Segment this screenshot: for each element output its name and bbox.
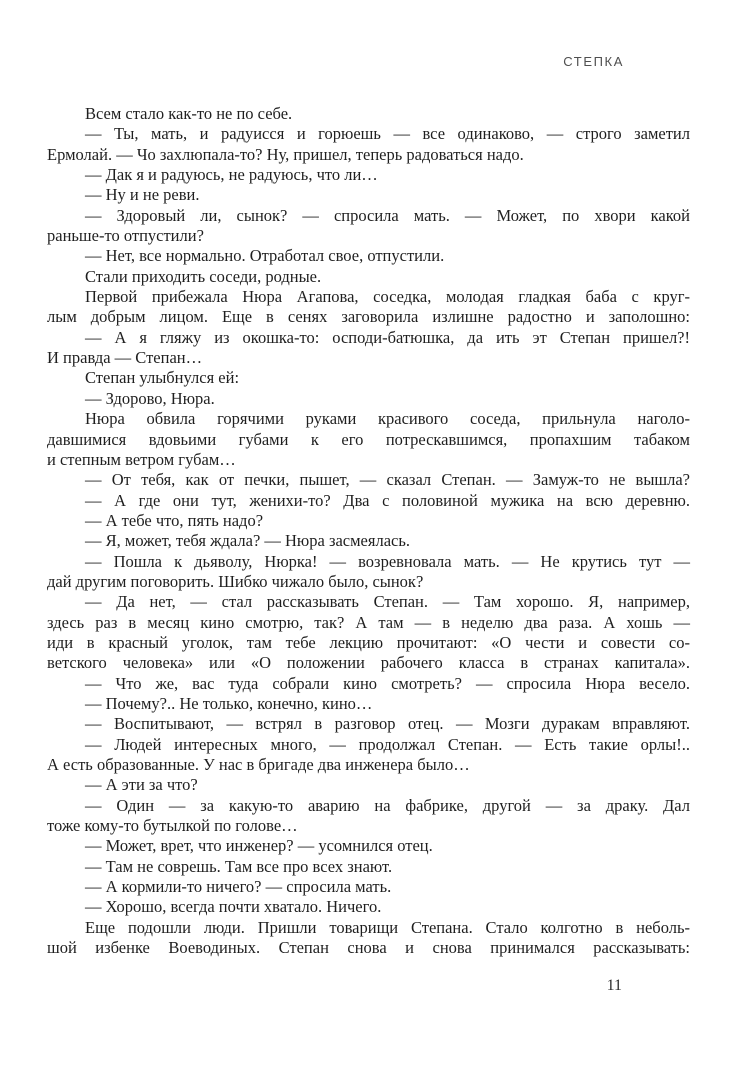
text-line: и степным ветром губам… <box>47 449 236 469</box>
text-line: — Дак я и радуюсь, не радуюсь, что ли… <box>85 165 378 185</box>
text-line: — Воспитывают, — встрял в разговор отец. — Мозги дуракам вправляют. <box>85 714 690 734</box>
text-line: — Да нет, — стал рассказывать Степан. — Там хорошо. Я, например, <box>85 592 690 612</box>
text-line: Стали приходить соседи, родные. <box>85 266 322 286</box>
text-line: лым добрым лицом. Еще в сенях заговорила излишне радостно и заполошно: <box>47 307 690 327</box>
text-line: дай другим поговорить. Шибко чижало было, сынок? <box>47 571 424 591</box>
text-line: раньше-то отпустили? <box>47 226 204 246</box>
text-line: — Здоровый ли, сынок? — спросила мать. — Может, по хвори какой <box>85 205 690 225</box>
text-line: — Почему?.. Не только, конечно, кино… <box>85 693 373 713</box>
text-line: тоже кому-то бутылкой по голове… <box>47 816 298 836</box>
running-header: СТЕПКА <box>563 54 624 69</box>
text-line: — А тебе что, пять надо? <box>85 510 264 530</box>
text-line: — Я, может, тебя ждала? — Нюра засмеялась. <box>85 531 411 551</box>
text-line: Ермолай. — Чо захлюпала-то? Ну, пришел, теперь радоваться надо. <box>47 144 524 164</box>
text-line: — Ты, мать, и радуисся и горюешь — все одинаково, — строго заметил <box>85 124 690 144</box>
text-line: — Что же, вас туда собрали кино смотреть? — спросила Нюра весело. <box>85 673 690 693</box>
text-line: — А где они тут, женихи-то? Два с половиной мужика на всю деревню. <box>85 490 690 510</box>
text-line: — Хорошо, всегда почти хватало. Ничего. <box>85 897 382 917</box>
text-line: А есть образованные. У нас в бригаде два инженера было… <box>47 755 470 774</box>
text-line: — А эти за что? <box>85 775 198 795</box>
text-line: иди в красный уголок, там тебе лекцию прочитают: «О чести и совести со- <box>47 632 690 652</box>
text-line: — А кормили-то ничего? — спросила мать. <box>85 877 392 897</box>
body-text-block <box>47 104 690 958</box>
page-number: 11 <box>606 977 622 994</box>
text-line: Всем стало как-то не по себе. <box>85 104 293 123</box>
text-line: шой избенке Воеводиных. Степан снова и снова принимался рассказывать: <box>47 938 690 958</box>
text-line: — Нет, все нормально. Отработал свое, отпустили. <box>85 246 445 266</box>
text-line: — Людей интересных много, — продолжал Степан. — Есть такие орлы!.. <box>85 734 690 754</box>
text-line: — Пошла к дьяволу, Нюрка! — возревновала мать. — Не крутись тут — <box>85 551 690 571</box>
text-line: ветского человека» или «О положении рабочего класса в странах капитала». <box>47 653 690 673</box>
text-line: — А я гляжу из окошка-то: осподи-батюшка, да ить эт Степан пришел?! <box>85 327 690 347</box>
text-line: — Там не соврешь. Там все про всех знают. <box>85 856 393 876</box>
text-line: И правда — Степан… <box>47 348 203 368</box>
text-line: — Ну и не реви. <box>85 185 200 205</box>
text-line: Еще подошли люди. Пришли товарищи Степана. Стало колготно в неболь- <box>85 917 690 937</box>
text-line: — Один — за какую-то аварию на фабрике, другой — за драку. Дал <box>85 795 690 815</box>
text-line: Степан улыбнулся ей: <box>85 368 240 388</box>
text-line: Первой прибежала Нюра Агапова, соседка, молодая гладкая баба с круг- <box>85 287 690 307</box>
text-line: здесь раз в месяц кино смотрю, так? А там — в неделю два раза. А хошь — <box>47 612 690 632</box>
text-line: — Может, врет, что инженер? — усомнился отец. <box>85 836 433 856</box>
text-line: Нюра обвила горячими руками красивого соседа, прильнула наголо- <box>85 409 690 429</box>
text-line: давшимися вдовьими губами к его потрескавшимся, пропахшим табаком <box>47 429 690 449</box>
text-line: — Здорово, Нюра. <box>85 388 215 408</box>
text-line: — От тебя, как от печки, пышет, — сказал Степан. — Замуж-то не вышла? <box>85 470 690 490</box>
